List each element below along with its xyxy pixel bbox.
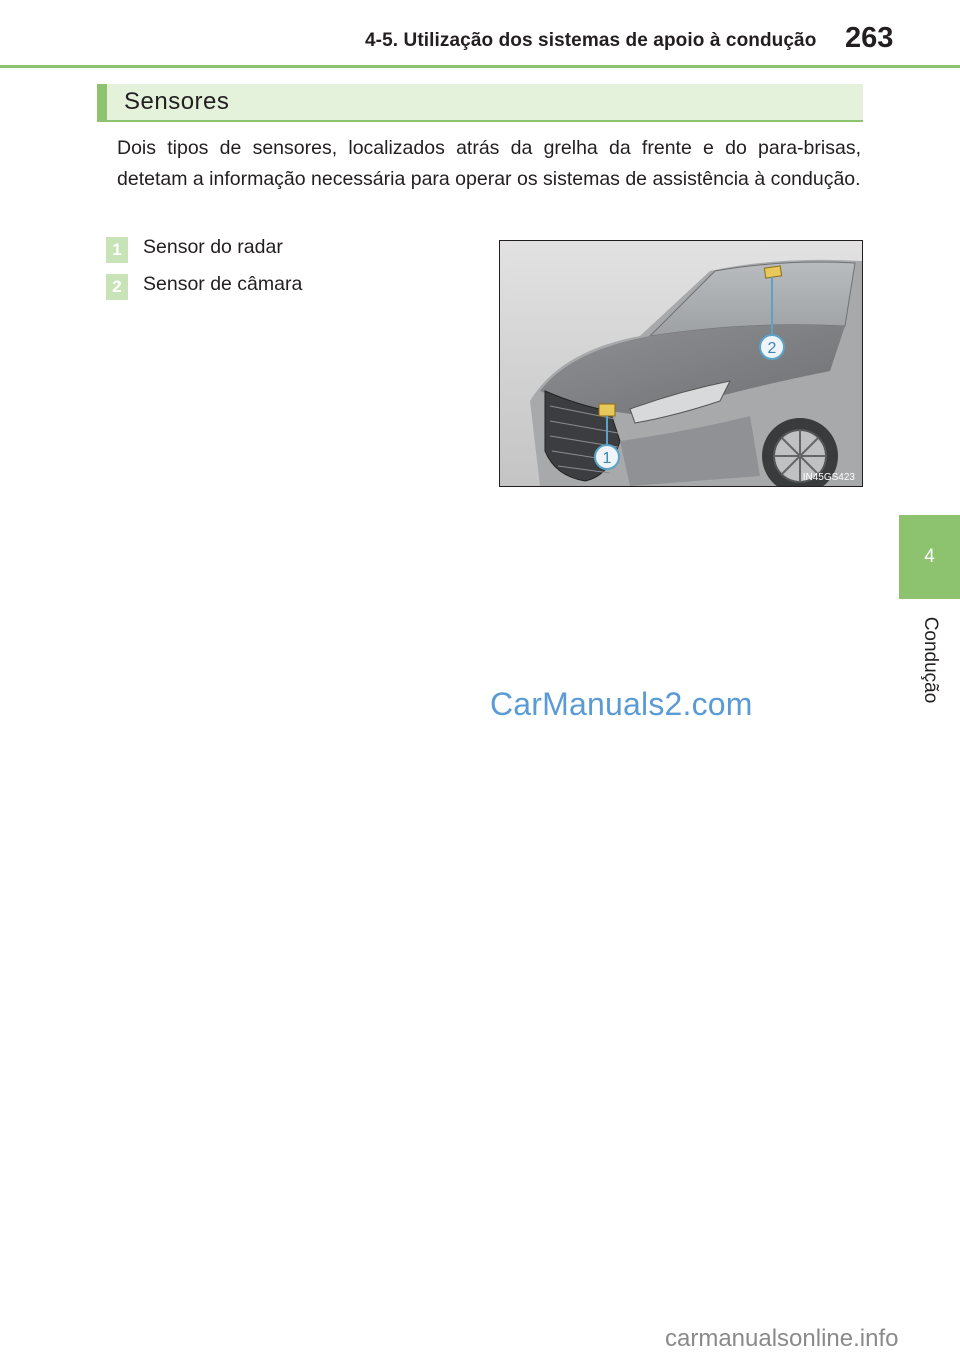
running-header: 4-5. Utilização dos sistemas de apoio à condução: [365, 30, 817, 51]
car-sensor-illustration: [499, 240, 863, 487]
body-paragraph: Dois tipos de sensores, localizados atrás da grelha da frente e do para-brisas, detetam a informação necessária para operar os sistemas de assistência à condução.: [117, 137, 861, 190]
footer-watermark: carmanualsonline.info: [665, 1325, 899, 1352]
section-header: [97, 84, 863, 122]
chapter-label: Condução: [920, 616, 941, 704]
chapter-tab[interactable]: 4: [899, 515, 960, 599]
legend-number-badge: 2: [106, 274, 128, 300]
radar-sensor-marker: [599, 404, 615, 416]
legend-number-badge: 1: [106, 237, 128, 263]
section-title: Sensores: [124, 88, 230, 115]
callout-1-label: 1: [602, 450, 612, 467]
header-rule: [0, 65, 960, 68]
page-number: 263: [845, 22, 894, 54]
car-illustration-svg: [500, 241, 862, 486]
legend-label: Sensor de câmara: [143, 273, 303, 295]
legend-label: Sensor do radar: [143, 236, 283, 258]
callout-2-label: 2: [767, 340, 777, 357]
watermark-text: CarManuals2.com: [490, 686, 753, 722]
camera-sensor-marker: [764, 266, 781, 278]
figure-code: IN45GS423: [802, 472, 855, 483]
